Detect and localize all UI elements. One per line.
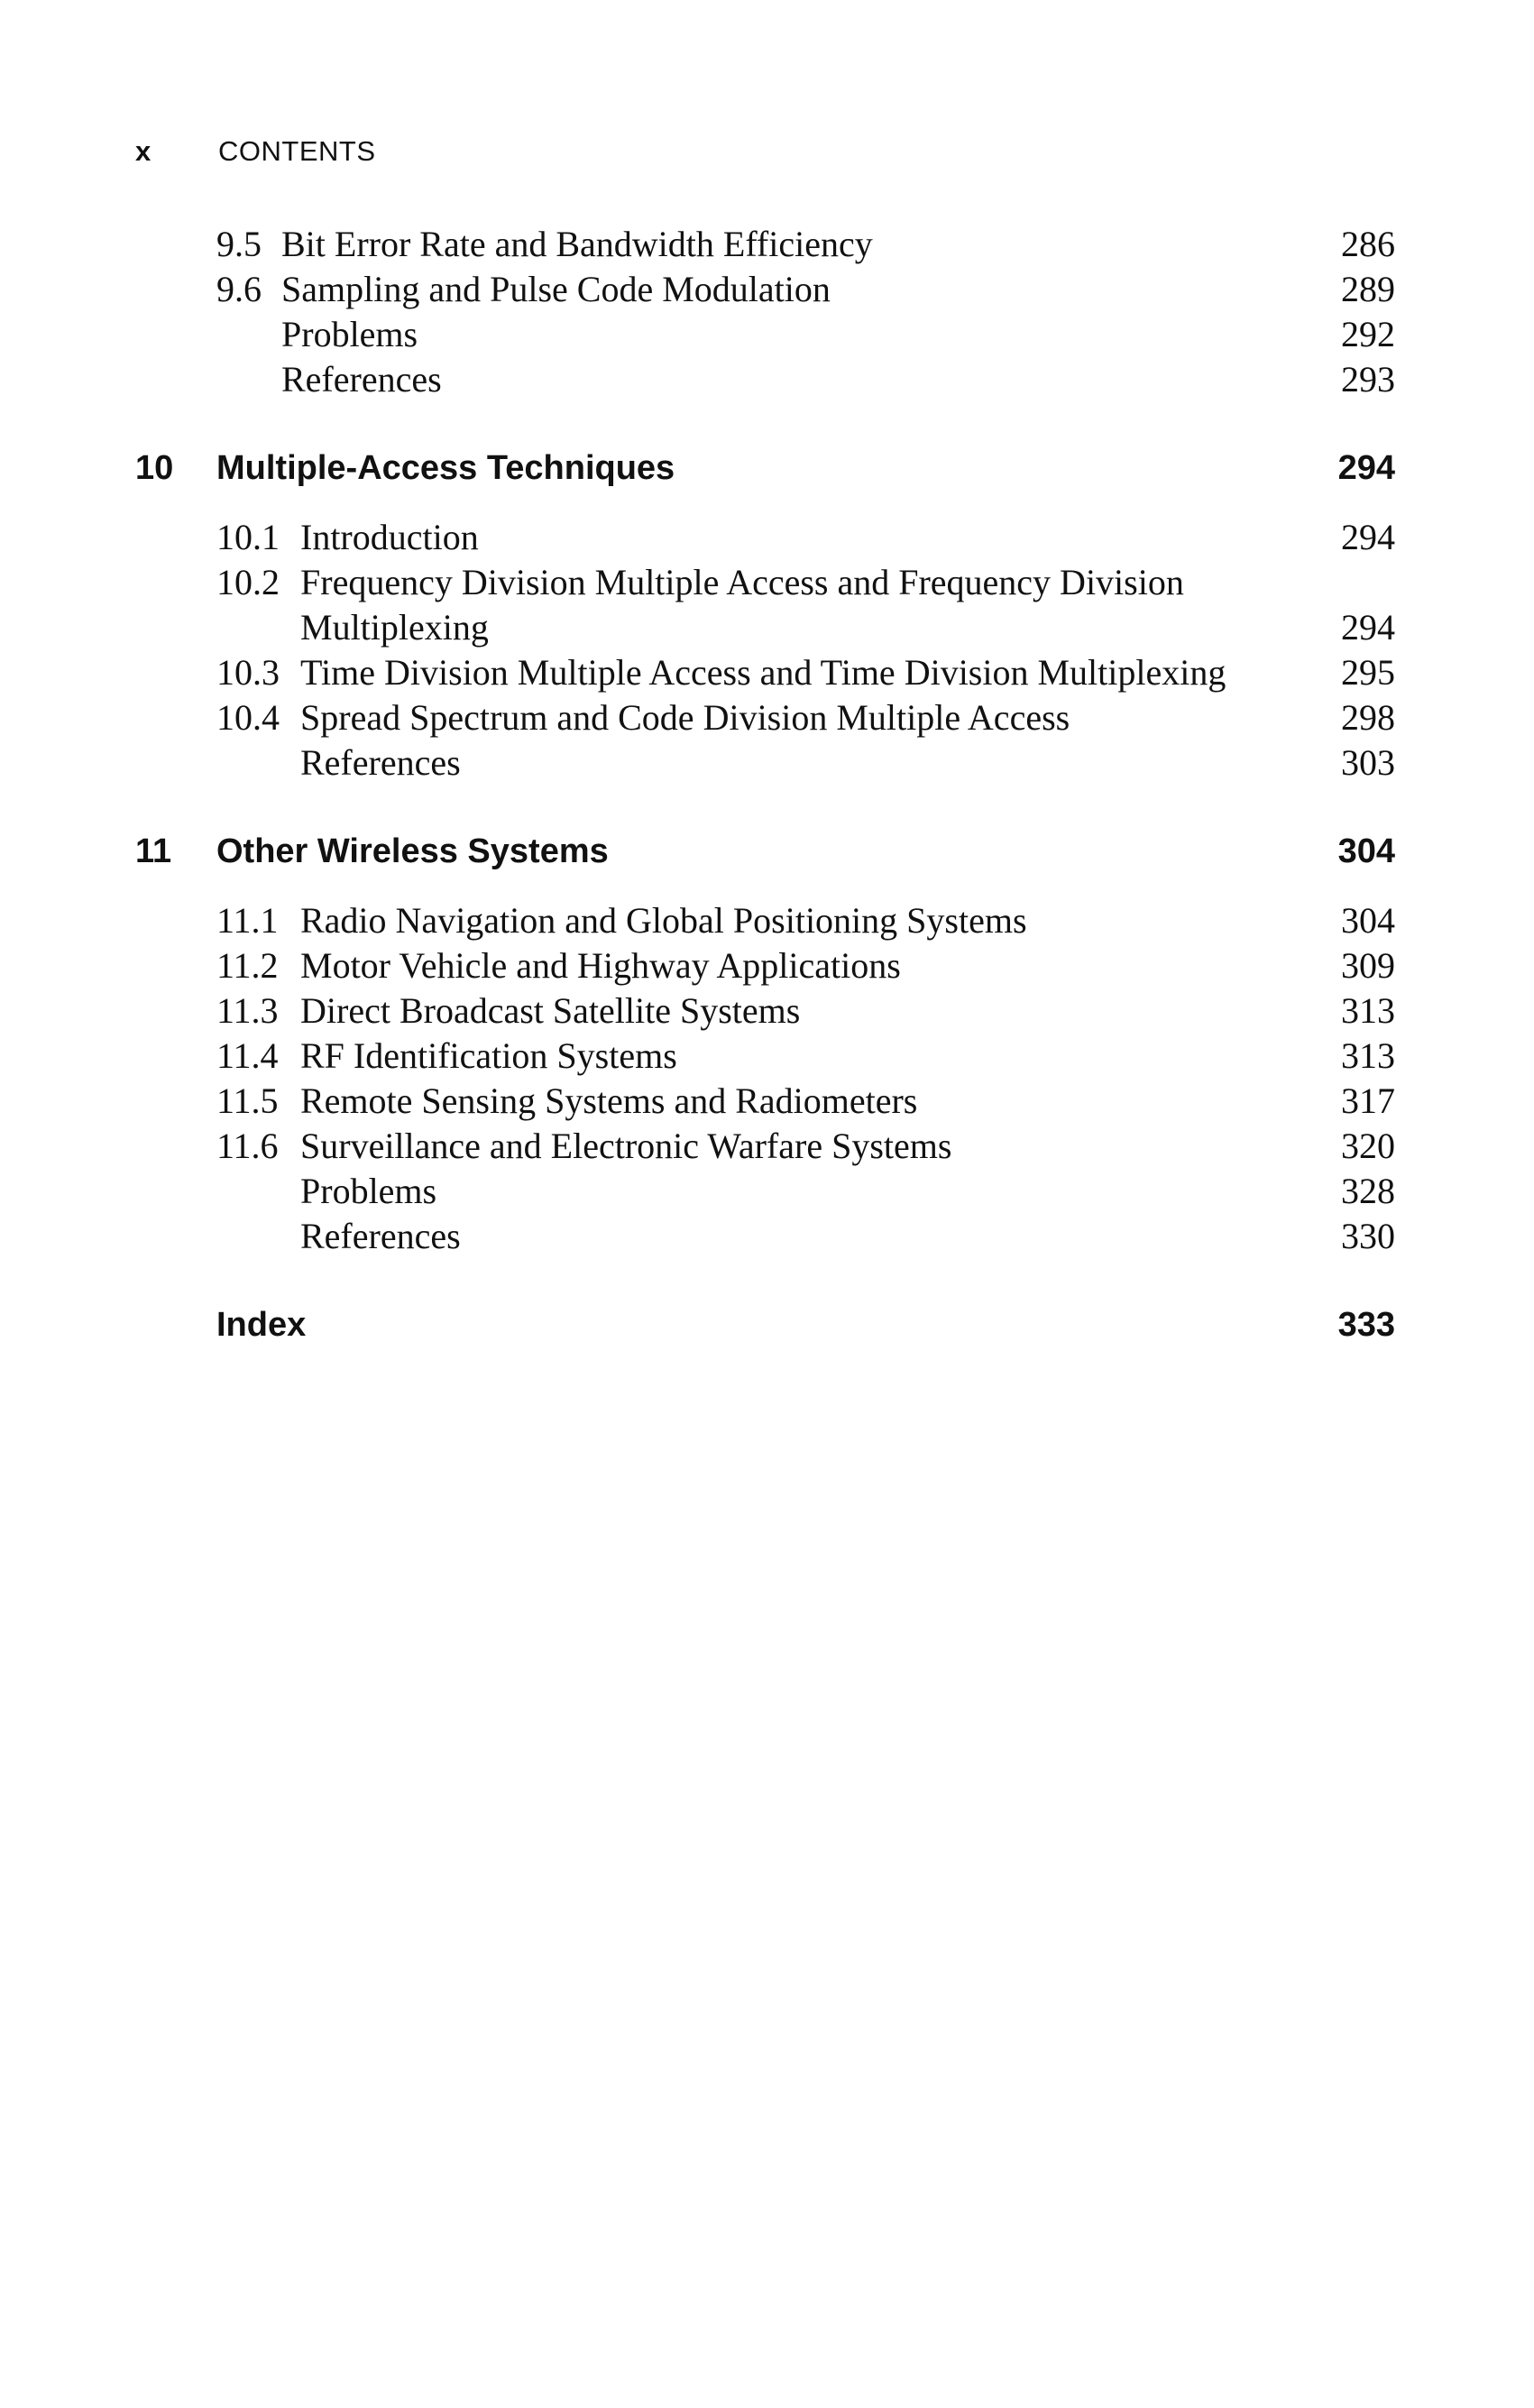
toc-entry-page: 286 bbox=[1341, 224, 1395, 264]
toc-entry-title: Problems bbox=[300, 1171, 437, 1211]
toc-entry-title: Sampling and Pulse Code Modulation bbox=[281, 269, 831, 309]
toc-entry-title: Time Division Multiple Access and Time Division Multiplexing bbox=[300, 652, 1226, 693]
toc-entry-number: 9.6 bbox=[216, 269, 262, 309]
chapter-page: 304 bbox=[1337, 832, 1395, 870]
chapter-number: 10 bbox=[135, 449, 174, 487]
toc-entry-page: 294 bbox=[1341, 607, 1395, 648]
toc-entry-title: Bit Error Rate and Bandwidth Efficiency bbox=[281, 224, 873, 264]
toc-entry-page: 309 bbox=[1341, 945, 1395, 986]
toc-entry-title: References bbox=[300, 742, 461, 783]
toc-entry-page: 330 bbox=[1341, 1216, 1395, 1256]
chapter-title: Other Wireless Systems bbox=[216, 832, 609, 870]
running-title: CONTENTS bbox=[218, 135, 376, 167]
toc-entry-number: 9.5 bbox=[216, 224, 262, 264]
toc-entry-number: 11.2 bbox=[216, 945, 279, 986]
toc-entry-page: 289 bbox=[1341, 269, 1395, 309]
toc-entry-page: 292 bbox=[1341, 314, 1395, 354]
toc-entry-page: 328 bbox=[1341, 1171, 1395, 1211]
toc-entry-number: 11.6 bbox=[216, 1126, 279, 1166]
toc-entry-title: Radio Navigation and Global Positioning Systems bbox=[300, 900, 1027, 941]
chapter-page: 294 bbox=[1337, 449, 1395, 487]
toc-entry-title: RF Identification Systems bbox=[300, 1035, 677, 1076]
toc-entry-page: 317 bbox=[1341, 1080, 1395, 1121]
chapter-number: 11 bbox=[135, 832, 172, 870]
toc-entry-page: 320 bbox=[1341, 1126, 1395, 1166]
toc-entry-number: 11.1 bbox=[216, 900, 279, 941]
toc-entry-title-continued: Multiplexing bbox=[300, 607, 489, 648]
toc-entry-number: 11.5 bbox=[216, 1080, 279, 1121]
toc-entry-title: References bbox=[281, 359, 442, 400]
toc-entry-number: 11.3 bbox=[216, 990, 279, 1031]
toc-entry-title: Frequency Division Multiple Access and Frequency Division bbox=[300, 562, 1184, 602]
toc-entry-title: Problems bbox=[281, 314, 418, 354]
toc-entry-title: Surveillance and Electronic Warfare Systems bbox=[300, 1126, 952, 1166]
toc-entry-number: 10.1 bbox=[216, 517, 280, 557]
toc-entry-title: Remote Sensing Systems and Radiometers bbox=[300, 1080, 918, 1121]
toc-entry-page: 313 bbox=[1341, 1035, 1395, 1076]
toc-entry-page: 313 bbox=[1341, 990, 1395, 1031]
toc-entry-number: 10.4 bbox=[216, 697, 280, 738]
toc-entry-page: 293 bbox=[1341, 359, 1395, 400]
page-number: x bbox=[135, 135, 152, 167]
toc-entry-title: Spread Spectrum and Code Division Multiple Access bbox=[300, 697, 1070, 738]
toc-entry-page: 303 bbox=[1341, 742, 1395, 783]
toc-entry-number: 10.2 bbox=[216, 562, 280, 602]
index-title: Index bbox=[216, 1306, 307, 1344]
toc-entry-title: References bbox=[300, 1216, 461, 1256]
toc-entry-page: 294 bbox=[1341, 517, 1395, 557]
toc-entry-title: Motor Vehicle and Highway Applications bbox=[300, 945, 901, 986]
toc-entry-page: 304 bbox=[1341, 900, 1395, 941]
chapter-title: Multiple-Access Techniques bbox=[216, 449, 675, 487]
toc-entry-page: 298 bbox=[1341, 697, 1395, 738]
toc-entry-page: 295 bbox=[1341, 652, 1395, 693]
index-page: 333 bbox=[1337, 1306, 1395, 1344]
toc-entry-title: Direct Broadcast Satellite Systems bbox=[300, 990, 801, 1031]
toc-entry-title: Introduction bbox=[300, 517, 479, 557]
toc-entry-number: 10.3 bbox=[216, 652, 280, 693]
toc-entry-number: 11.4 bbox=[216, 1035, 279, 1076]
